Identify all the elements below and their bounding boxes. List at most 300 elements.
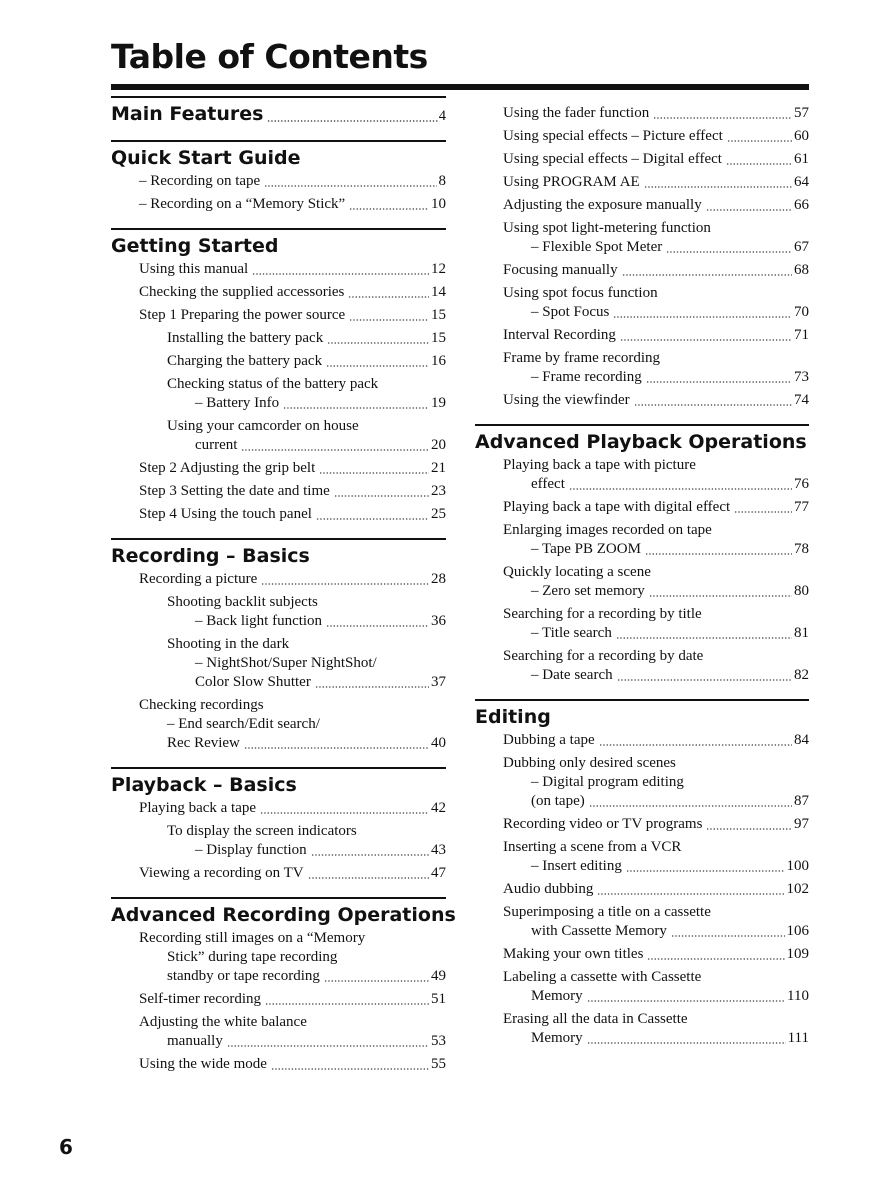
toc-entry-line <box>111 635 446 654</box>
toc-entry-text: with Cassette Memory <box>531 923 667 939</box>
toc-entry[interactable] <box>475 880 809 899</box>
toc-entry[interactable] <box>111 375 446 413</box>
dot-leader <box>308 877 429 879</box>
toc-entry-line <box>111 967 446 986</box>
toc-entry-line <box>111 375 446 394</box>
toc-entry-text: Dubbing only desired scenes <box>503 755 676 771</box>
dot-leader <box>271 1068 429 1070</box>
toc-entry-text: To display the screen indicators <box>167 823 357 839</box>
dot-leader <box>644 186 792 188</box>
toc-entry-text: standby or tape recording <box>167 968 320 984</box>
toc-entry-line <box>111 715 446 734</box>
toc-entry-text: Recording a picture <box>139 571 258 587</box>
toc-entry-text: Searching for a recording by date <box>503 648 704 664</box>
toc-entry[interactable] <box>475 456 809 494</box>
toc-section <box>111 228 446 524</box>
toc-entry[interactable] <box>475 498 809 517</box>
dot-leader <box>327 342 429 344</box>
toc-entry[interactable] <box>111 172 446 191</box>
toc-entry-text: – Date search <box>531 667 613 683</box>
toc-entry-text: – Digital program editing <box>531 774 684 790</box>
toc-entry-text: Using special effects – Digital effect <box>503 151 722 167</box>
toc-entry-text: Checking status of the battery pack <box>167 376 379 392</box>
toc-entry-text: Step 2 Adjusting the grip belt <box>139 460 316 476</box>
dot-leader <box>706 828 792 830</box>
toc-entry[interactable] <box>475 838 809 876</box>
toc-entry-line <box>475 326 809 345</box>
toc-entry-text: – Flexible Spot Meter <box>531 239 663 255</box>
toc-entry-line <box>475 150 809 169</box>
toc-entry-line <box>475 303 809 322</box>
dot-leader <box>666 251 792 253</box>
dot-leader <box>349 319 429 321</box>
toc-page-number: 60 <box>794 128 809 144</box>
dot-leader <box>649 595 792 597</box>
toc-entry-line <box>111 593 446 612</box>
toc-entry-text: Superimposing a title on a cassette <box>503 904 711 920</box>
toc-page-number: 68 <box>794 262 809 278</box>
toc-entry-line <box>475 475 809 494</box>
toc-entry-line <box>475 968 809 987</box>
toc-entry-line <box>475 624 809 643</box>
page-title: Table of Contents <box>111 37 428 76</box>
toc-page-number: 15 <box>431 330 446 346</box>
toc-entry-text: Playing back a tape with picture <box>503 457 696 473</box>
toc-entry[interactable] <box>475 563 809 601</box>
toc-entry-line <box>111 195 446 214</box>
dot-leader <box>599 744 792 746</box>
toc-entry-line <box>111 570 446 589</box>
toc-entry[interactable] <box>111 459 446 478</box>
toc-entry-text: Using spot light-metering function <box>503 220 711 236</box>
toc-entry-line <box>111 799 446 818</box>
toc-page-number: 111 <box>787 1030 809 1046</box>
toc-entry-text: – Recording on a “Memory Stick” <box>139 196 346 212</box>
toc-entry-list <box>475 104 809 410</box>
dot-leader <box>653 117 792 119</box>
dot-leader <box>727 140 792 142</box>
toc-entry-list <box>111 568 446 753</box>
toc-entry-text: – Display function <box>195 842 307 858</box>
toc-entry-line <box>475 792 809 811</box>
toc-entry-text: Using the viewfinder <box>503 392 630 408</box>
toc-entry-line <box>475 731 809 750</box>
toc-entry-line <box>475 173 809 192</box>
toc-page-number: 71 <box>794 327 809 343</box>
toc-column-left <box>111 96 456 1078</box>
dot-leader <box>334 495 429 497</box>
toc-page-number: 15 <box>431 307 446 323</box>
toc-entry-text: – Zero set memory <box>531 583 645 599</box>
toc-entry-text: Shooting backlit subjects <box>167 594 318 610</box>
toc-entry[interactable] <box>475 391 809 410</box>
toc-entry-line <box>475 104 809 123</box>
toc-entry-line <box>475 773 809 792</box>
dot-leader <box>620 339 792 341</box>
toc-entry-line <box>475 219 809 238</box>
toc-entry[interactable] <box>475 815 809 834</box>
toc-page-number: 81 <box>794 625 809 641</box>
toc-entry-line <box>111 1055 446 1074</box>
toc-entry-line <box>111 864 446 883</box>
toc-column-right <box>475 96 809 1052</box>
toc-entry-line <box>475 498 809 517</box>
toc-entry-list <box>111 258 446 524</box>
toc-entry-line <box>111 329 446 348</box>
toc-page-number: 8 <box>438 173 446 189</box>
toc-entry-line <box>111 948 446 967</box>
toc-entry[interactable] <box>111 306 446 325</box>
toc-page-number: 14 <box>431 284 446 300</box>
toc-entry[interactable] <box>475 150 809 169</box>
toc-entry-text: Color Slow Shutter <box>195 674 311 690</box>
toc-entry-line <box>475 754 809 773</box>
toc-entry-text: Memory <box>531 988 583 1004</box>
toc-page-number: 73 <box>794 369 809 385</box>
toc-page-number: 57 <box>794 105 809 121</box>
toc-entry[interactable] <box>475 104 809 123</box>
toc-page-number: 12 <box>431 261 446 277</box>
toc-entry[interactable] <box>111 195 446 214</box>
section-page-number: 4 <box>438 108 446 124</box>
dot-leader <box>260 812 429 814</box>
toc-entry-text: Using your camcorder on house <box>167 418 359 434</box>
toc-entry-line <box>111 1013 446 1032</box>
toc-entry[interactable] <box>111 417 446 455</box>
toc-entry-list <box>111 170 446 214</box>
toc-entry-line <box>111 841 446 860</box>
toc-page-number: 51 <box>431 991 446 1007</box>
section-heading-text: Main Features <box>111 103 264 125</box>
toc-page-number: 70 <box>794 304 809 320</box>
toc-page-number: 67 <box>794 239 809 255</box>
toc-entry-text: Stick” during tape recording <box>167 949 338 965</box>
toc-entry[interactable] <box>475 521 809 559</box>
toc-entry-text: – Recording on tape <box>139 173 261 189</box>
toc-entry[interactable] <box>111 329 446 348</box>
toc-page-number: 61 <box>794 151 809 167</box>
toc-section <box>111 140 446 214</box>
dot-leader <box>264 185 436 187</box>
toc-page-number: 76 <box>794 476 809 492</box>
toc-entry-text: – Back light function <box>195 613 323 629</box>
toc-entry-list <box>111 797 446 883</box>
toc-entry-line <box>111 1032 446 1051</box>
toc-entry-line <box>475 838 809 857</box>
dot-leader <box>645 553 792 555</box>
toc-entry-text: Checking recordings <box>139 697 264 713</box>
toc-entry-text: – End search/Edit search/ <box>167 716 320 732</box>
toc-page-number: 10 <box>431 196 446 212</box>
toc-entry-text: Recording video or TV programs <box>503 816 703 832</box>
toc-page-number: 40 <box>431 735 446 751</box>
toc-entry[interactable] <box>475 754 809 811</box>
toc-page-number: 42 <box>431 800 446 816</box>
toc-entry-text: Recording still images on a “Memory <box>139 930 366 946</box>
toc-entry-text: Audio dubbing <box>503 881 594 897</box>
section-heading <box>475 430 809 454</box>
toc-entry-text: Erasing all the data in Cassette <box>503 1011 688 1027</box>
toc-entry[interactable] <box>475 326 809 345</box>
toc-entry-line <box>111 172 446 191</box>
toc-entry[interactable] <box>111 799 446 818</box>
toc-entry[interactable] <box>111 593 446 631</box>
toc-page-number: 66 <box>794 197 809 213</box>
toc-entry-line <box>475 647 809 666</box>
toc-section <box>475 699 809 1048</box>
toc-page-number: 77 <box>794 499 809 515</box>
toc-section <box>111 538 446 753</box>
toc-entry-text: Focusing manually <box>503 262 618 278</box>
toc-page-number: 55 <box>431 1056 446 1072</box>
toc-entry-line <box>475 857 809 876</box>
toc-entry[interactable] <box>475 196 809 215</box>
toc-entry-text: – NightShot/Super NightShot/ <box>195 655 377 671</box>
toc-entry[interactable] <box>111 635 446 692</box>
toc-section <box>475 96 809 410</box>
dot-leader <box>283 407 429 409</box>
dot-leader <box>706 209 792 211</box>
toc-entry-list <box>475 454 809 685</box>
toc-page-number: 43 <box>431 842 446 858</box>
toc-entry[interactable] <box>475 968 809 1006</box>
toc-entry-line <box>475 987 809 1006</box>
toc-entry-text: Step 4 Using the touch panel <box>139 506 312 522</box>
toc-entry-text: Interval Recording <box>503 327 616 343</box>
toc-entry-text: Making your own titles <box>503 946 644 962</box>
toc-entry-text: Step 1 Preparing the power source <box>139 307 346 323</box>
toc-entry[interactable] <box>111 570 446 589</box>
toc-entry-text: Shooting in the dark <box>167 636 290 652</box>
toc-entry[interactable] <box>111 352 446 371</box>
toc-entry-line <box>111 482 446 501</box>
toc-entry-line <box>111 612 446 631</box>
toc-entry-text: Memory <box>531 1030 583 1046</box>
toc-entry[interactable] <box>111 1013 446 1051</box>
section-heading <box>111 146 446 170</box>
toc-entry-line <box>475 945 809 964</box>
toc-entry-text: manually <box>167 1033 223 1049</box>
toc-entry-line <box>475 1010 809 1029</box>
toc-entry-text: Self-timer recording <box>139 991 262 1007</box>
toc-entry-line <box>475 391 809 410</box>
toc-entry-line <box>475 815 809 834</box>
toc-section <box>111 96 446 126</box>
toc-entry-text: Using special effects – Picture effect <box>503 128 723 144</box>
toc-entry-text: current <box>195 437 238 453</box>
dot-leader <box>589 805 792 807</box>
toc-entry-line <box>475 540 809 559</box>
toc-entry-text: – Frame recording <box>531 369 642 385</box>
toc-entry-text: Viewing a recording on TV <box>139 865 304 881</box>
toc-entry-text: Adjusting the exposure manually <box>503 197 702 213</box>
toc-page-number: 80 <box>794 583 809 599</box>
toc-entry-text: Installing the battery pack <box>167 330 324 346</box>
toc-page-number: 87 <box>794 793 809 809</box>
toc-section <box>111 767 446 883</box>
toc-entry-line <box>475 563 809 582</box>
toc-entry-line <box>111 459 446 478</box>
toc-entry[interactable] <box>111 505 446 524</box>
dot-leader <box>587 1042 786 1044</box>
toc-page-number: 25 <box>431 506 446 522</box>
dot-leader <box>647 958 784 960</box>
toc-entry-line <box>111 352 446 371</box>
dot-leader <box>244 747 429 749</box>
toc-entry[interactable] <box>475 349 809 387</box>
toc-entry-line <box>475 582 809 601</box>
toc-entry-text: Dubbing a tape <box>503 732 595 748</box>
toc-entry-text: Frame by frame recording <box>503 350 661 366</box>
toc-entry[interactable] <box>475 1010 809 1048</box>
toc-entry[interactable] <box>475 127 809 146</box>
toc-entry[interactable] <box>111 822 446 860</box>
toc-page-number: 110 <box>787 988 809 1004</box>
toc-entry[interactable] <box>111 929 446 986</box>
section-heading <box>111 544 446 568</box>
dot-leader <box>267 120 437 122</box>
dot-leader <box>622 274 792 276</box>
toc-entry[interactable] <box>111 1055 446 1074</box>
toc-entry-text: Using this manual <box>139 261 249 277</box>
toc-entry[interactable] <box>111 696 446 753</box>
toc-page-number: 78 <box>794 541 809 557</box>
section-heading <box>111 102 446 126</box>
toc-page-number: 74 <box>794 392 809 408</box>
toc-entry-line <box>111 394 446 413</box>
toc-page-number: 23 <box>431 483 446 499</box>
toc-entry-line <box>475 261 809 280</box>
toc-section <box>111 897 456 1074</box>
toc-page-number: 28 <box>431 571 446 587</box>
toc-entry-text: Labeling a cassette with Cassette <box>503 969 702 985</box>
toc-entry-line <box>475 605 809 624</box>
dot-leader <box>348 296 429 298</box>
toc-entry-line <box>475 368 809 387</box>
section-heading-text: Editing <box>475 706 551 728</box>
dot-leader <box>587 1000 785 1002</box>
toc-page-number: 106 <box>786 923 809 939</box>
toc-entry-text: effect <box>531 476 565 492</box>
toc-entry-line <box>111 673 446 692</box>
toc-entry[interactable] <box>475 173 809 192</box>
toc-entry-text: – Insert editing <box>531 858 622 874</box>
toc-page-number: 21 <box>431 460 446 476</box>
toc-entry-line <box>475 284 809 303</box>
toc-entry[interactable] <box>475 605 809 643</box>
toc-entry[interactable] <box>475 903 809 941</box>
toc-page-number: 84 <box>794 732 809 748</box>
toc-entry-line <box>111 654 446 673</box>
dot-leader <box>227 1045 429 1047</box>
toc-page-number: 20 <box>431 437 446 453</box>
section-heading <box>111 773 446 797</box>
dot-leader <box>726 163 792 165</box>
toc-entry-text: Using PROGRAM AE <box>503 174 640 190</box>
section-heading <box>111 903 456 927</box>
dot-leader <box>326 365 429 367</box>
toc-entry[interactable] <box>111 864 446 883</box>
toc-page-number: 19 <box>431 395 446 411</box>
toc-page-number: 49 <box>431 968 446 984</box>
toc-entry-text: Playing back a tape with digital effect <box>503 499 731 515</box>
dot-leader <box>613 316 792 318</box>
toc-page-number: 102 <box>786 881 809 897</box>
toc-section <box>475 424 809 685</box>
toc-entry-line <box>475 238 809 257</box>
dot-leader <box>671 935 785 937</box>
toc-entry-text: (on tape) <box>531 793 585 809</box>
toc-entry-line <box>111 990 446 1009</box>
toc-page-number: 16 <box>431 353 446 369</box>
toc-entry[interactable] <box>111 283 446 302</box>
toc-page-number: 82 <box>794 667 809 683</box>
toc-entry-line <box>475 456 809 475</box>
toc-entry[interactable] <box>111 260 446 279</box>
toc-entry-line <box>111 436 446 455</box>
toc-entry-text: Charging the battery pack <box>167 353 323 369</box>
dot-leader <box>265 1003 429 1005</box>
toc-entry[interactable] <box>111 990 446 1009</box>
toc-entry[interactable] <box>475 219 809 257</box>
toc-entry-text: – Tape PB ZOOM <box>531 541 641 557</box>
toc-entry-line <box>475 127 809 146</box>
toc-entry-line <box>111 734 446 753</box>
toc-page-number: 37 <box>431 674 446 690</box>
toc-entry-text: Quickly locating a scene <box>503 564 651 580</box>
toc-entry[interactable] <box>475 647 809 685</box>
toc-page-number: 97 <box>794 816 809 832</box>
dot-leader <box>261 583 429 585</box>
page-number: 6 <box>59 1135 73 1159</box>
toc-entry[interactable] <box>475 731 809 750</box>
toc-entry-line <box>111 929 446 948</box>
toc-entry[interactable] <box>111 482 446 501</box>
section-heading-text: Advanced Playback Operations <box>475 431 807 453</box>
title-rule <box>111 84 809 90</box>
toc-entry-text: Playing back a tape <box>139 800 257 816</box>
toc-page-number: 36 <box>431 613 446 629</box>
toc-entry-line <box>111 283 446 302</box>
toc-entry-text: Checking the supplied accessories <box>139 284 345 300</box>
toc-entry-text: – Spot Focus <box>531 304 610 320</box>
dot-leader <box>316 518 429 520</box>
toc-entry-line <box>475 922 809 941</box>
toc-entry[interactable] <box>475 284 809 322</box>
section-heading <box>111 234 446 258</box>
toc-entry-line <box>111 306 446 325</box>
toc-entry[interactable] <box>475 945 809 964</box>
section-heading-text: Getting Started <box>111 235 279 257</box>
dot-leader <box>634 404 792 406</box>
dot-leader <box>617 679 792 681</box>
toc-entry-text: Using the wide mode <box>139 1056 267 1072</box>
dot-leader <box>646 381 792 383</box>
toc-entry[interactable] <box>475 261 809 280</box>
toc-entry-text: Enlarging images recorded on tape <box>503 522 712 538</box>
toc-entry-text: Using spot focus function <box>503 285 658 301</box>
dot-leader <box>252 273 429 275</box>
toc-page-number: 47 <box>431 865 446 881</box>
toc-entry-line <box>111 822 446 841</box>
toc-entry-line <box>111 260 446 279</box>
toc-entry-text: – Title search <box>531 625 612 641</box>
dot-leader <box>311 854 429 856</box>
toc-entry-text: Searching for a recording by title <box>503 606 702 622</box>
toc-entry-line <box>475 1029 809 1048</box>
toc-entry-line <box>111 505 446 524</box>
dot-leader <box>734 511 792 513</box>
